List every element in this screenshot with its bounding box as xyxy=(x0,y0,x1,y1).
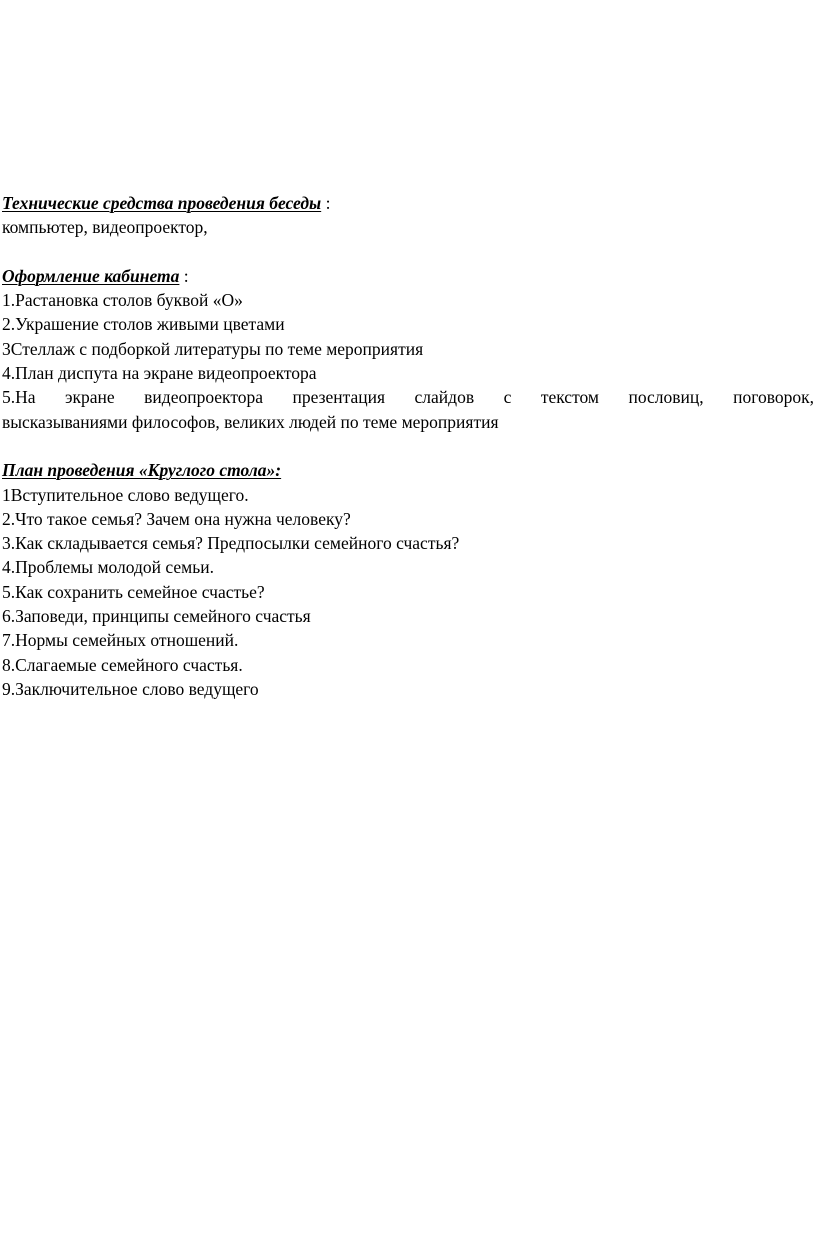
plan-item: 6.Заповеди, принципы семейного счастья xyxy=(2,606,311,627)
blank-line xyxy=(2,434,814,458)
room-heading-line xyxy=(2,264,814,288)
plan-heading: План проведения «Круглого стола»: xyxy=(2,460,282,481)
equipment-heading-line xyxy=(2,191,814,215)
plan-item: 2.Что такое семья? Зачем она нужна человеку? xyxy=(2,508,351,529)
plan-item: 1Вступительное слово ведущего. xyxy=(2,484,249,505)
room-heading-colon: : xyxy=(179,265,189,286)
blank-line xyxy=(2,240,814,264)
room-item: 4.План диспута на экране видеопроектора xyxy=(2,363,317,384)
equipment-heading: Технические средства проведения беседы xyxy=(2,193,322,213)
equipment-heading-colon: : xyxy=(321,193,331,213)
room-heading: Оформление кабинета xyxy=(2,265,180,286)
plan-heading-line xyxy=(2,458,814,482)
equipment-text: компьютер, видеопроектор, xyxy=(2,217,208,238)
plan-item: 9.Заключительное слово ведущего xyxy=(2,678,259,699)
plan-item: 8.Слагаемые семейного счастья. xyxy=(2,654,243,675)
room-item: 2.Украшение столов живыми цветами xyxy=(2,314,285,335)
plan-item: 3.Как складывается семья? Предпосылки семейного счастья? xyxy=(2,533,460,554)
room-item: 3Стеллаж с подборкой литературы по теме мероприятия xyxy=(2,338,424,359)
room-item-5-line-1: 5.На экране видеопроектора презентация слайдов с текстом пословиц, поговорок, xyxy=(2,387,814,408)
document-body xyxy=(2,191,814,701)
room-item: 1.Растановка столов буквой «О» xyxy=(2,290,243,311)
plan-item: 5.Как сохранить семейное счастье? xyxy=(2,581,265,602)
room-item-5-line-2: высказываниями философов, великих людей по теме мероприятия xyxy=(2,411,499,432)
plan-item: 7.Нормы семейных отношений. xyxy=(2,630,239,651)
plan-item: 4.Проблемы молодой семьи. xyxy=(2,557,214,578)
